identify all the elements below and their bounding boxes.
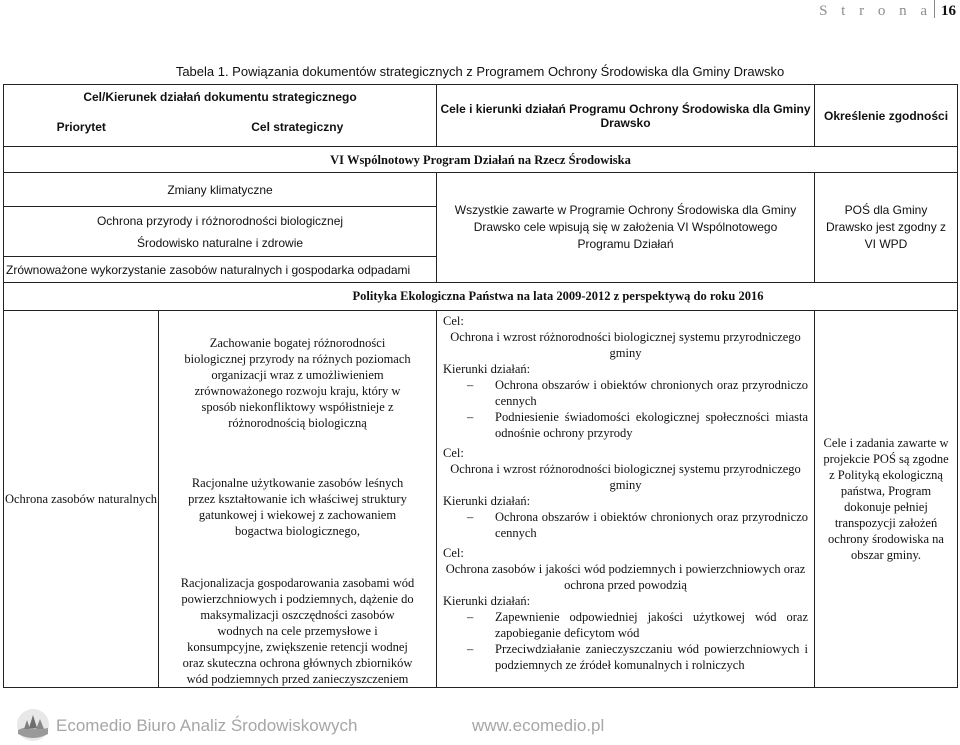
cel-text: Ochrona zasobów i jakości wód podziemnych i powierzchniowych oraz ochrona przed powodzią [445, 562, 806, 592]
section2-program-goals [437, 311, 815, 688]
strategy-table [3, 84, 958, 688]
kierunki-label: Kierunki działań: [443, 494, 531, 508]
header-row-top [4, 85, 958, 109]
section2-priority: Ochrona zasobów naturalnych [4, 311, 159, 688]
priority-climate: Zmiany klimatyczne [4, 173, 437, 207]
section2-title: Polityka Ekologiczna Państwa na lata 2009-2012 z perspektywą do roku 2016 [4, 283, 958, 311]
strategic-goal: Racjonalne użytkowanie zasobów leśnych przez kształtowanie ich właściwej struktury gatunkowej i wiekowej z zachowaniem bogactwa biologicznego, [188, 476, 407, 538]
program-block [437, 443, 814, 543]
page-header [819, 0, 956, 20]
table-caption: Tabela 1. Powiązania dokumentów strategicznych z Programem Ochrony Środowiska dla Gminy Drawsko [175, 64, 785, 79]
section2-strategic-goals [159, 311, 437, 688]
header-cele-kierunki: Cele i kierunki działań Programu Ochrony Środowiska dla Gminy Drawsko [437, 85, 815, 147]
section1-goals: Wszystkie zawarte w Programie Ochrony Środowiska dla Gminy Drawsko cele wpisują się w założenia VI Wspólnotowego Programu Działań [437, 173, 815, 283]
priority-biodiversity: Ochrona przyrody i różnorodności biologicznej [96, 213, 344, 228]
page-footer [16, 708, 946, 742]
section1-title-row [4, 147, 958, 173]
section2-content-row [4, 311, 958, 688]
kierunki-list [443, 377, 808, 441]
page-number: 16 [941, 3, 956, 19]
header-cel-kierunek: Cel/Kierunek działań dokumentu strategicznego [4, 85, 437, 109]
list-item: – Ochrona obszarów i obiektów chronionych oraz przyrodniczo cennych [443, 377, 808, 409]
cel-label: Cel: [443, 546, 464, 560]
header-cel-strategiczny: Cel strategiczny [159, 109, 437, 147]
list-item: – Ochrona obszarów i obiektów chronionych oraz przyrodniczo cennych [443, 509, 808, 541]
cel-text: Ochrona i wzrost różnorodności biologicznej systemu przyrodniczego gminy [450, 330, 801, 360]
priority-health: Środowisko naturalne i zdrowie [136, 235, 304, 250]
kierunki-list [443, 609, 808, 673]
cel-label: Cel: [443, 314, 464, 328]
cel-text: Ochrona i wzrost różnorodności biologicznej systemu przyrodniczego gminy [450, 462, 801, 492]
header-okreslenie: Określenie zgodności [815, 85, 958, 147]
strategic-goal: Racjonalizacja gospodarowania zasobami wód powierzchniowych i podziemnych, dążenie do maksymalizacji oszczędności zasobów wodnych na cele przemysłowe i konsumpcyjne, zwiększenie retencji wodnej oraz skuteczna ochrona głównych zbiorników wód podziemnych przed zanieczyszczeniem [180, 576, 415, 686]
kierunki-list [443, 509, 808, 541]
ecomedio-logo-icon [16, 708, 50, 742]
section2-conformity: Cele i zadania zawarte w projekcie POŚ są zgodne z Polityką ekologiczną państwa, Program dokonuje pełniej transpozycji założeń ochrony środowiska na obszar gminy. [815, 311, 958, 688]
kierunki-label: Kierunki działań: [443, 362, 531, 376]
page-label: S t r o n a [819, 3, 932, 19]
strategic-goal: Zachowanie bogatej różnorodności biologicznej przyrody na różnych poziomach organizacji wraz z umożliwieniem zrównoważonego rozwoju kraju, który w sposób niekonfliktowy współistnieje z różnorodnością biologiczną [184, 336, 411, 430]
kierunki-label: Kierunki działań: [443, 594, 531, 608]
cel-label: Cel: [443, 446, 464, 460]
section1-conformity: POŚ dla Gminy Drawsko jest zgodny z VI WPD [815, 173, 958, 283]
section1-title: VI Wspólnotowy Program Działań na Rzecz Środowiska [4, 147, 958, 173]
priority-resources: Zrównoważone wykorzystanie zasobów naturalnych i gospodarka odpadami [4, 257, 437, 283]
program-block [437, 311, 814, 443]
priority-nature-health [4, 207, 437, 257]
section1-priority-row [4, 173, 958, 207]
header-priorytet: Priorytet [4, 109, 159, 147]
footer-brand: Ecomedio Biuro Analiz Środowiskowych [56, 716, 358, 735]
footer-url[interactable]: www.ecomedio.pl [472, 716, 605, 735]
list-item: – Przeciwdziałanie zanieczyszczaniu wód powierzchniowych i podziemnych ze źródeł komunalnych i rolniczych [443, 641, 808, 673]
header-divider [934, 0, 935, 18]
program-block [437, 543, 814, 675]
section2-title-row [4, 283, 958, 311]
list-item: – Zapewnienie odpowiedniej jakości użytkowej wód oraz zapobieganie deficytom wód [443, 609, 808, 641]
list-item: – Podniesienie świadomości ekologicznej społeczności miasta odnośnie ochrony przyrody [443, 409, 808, 441]
